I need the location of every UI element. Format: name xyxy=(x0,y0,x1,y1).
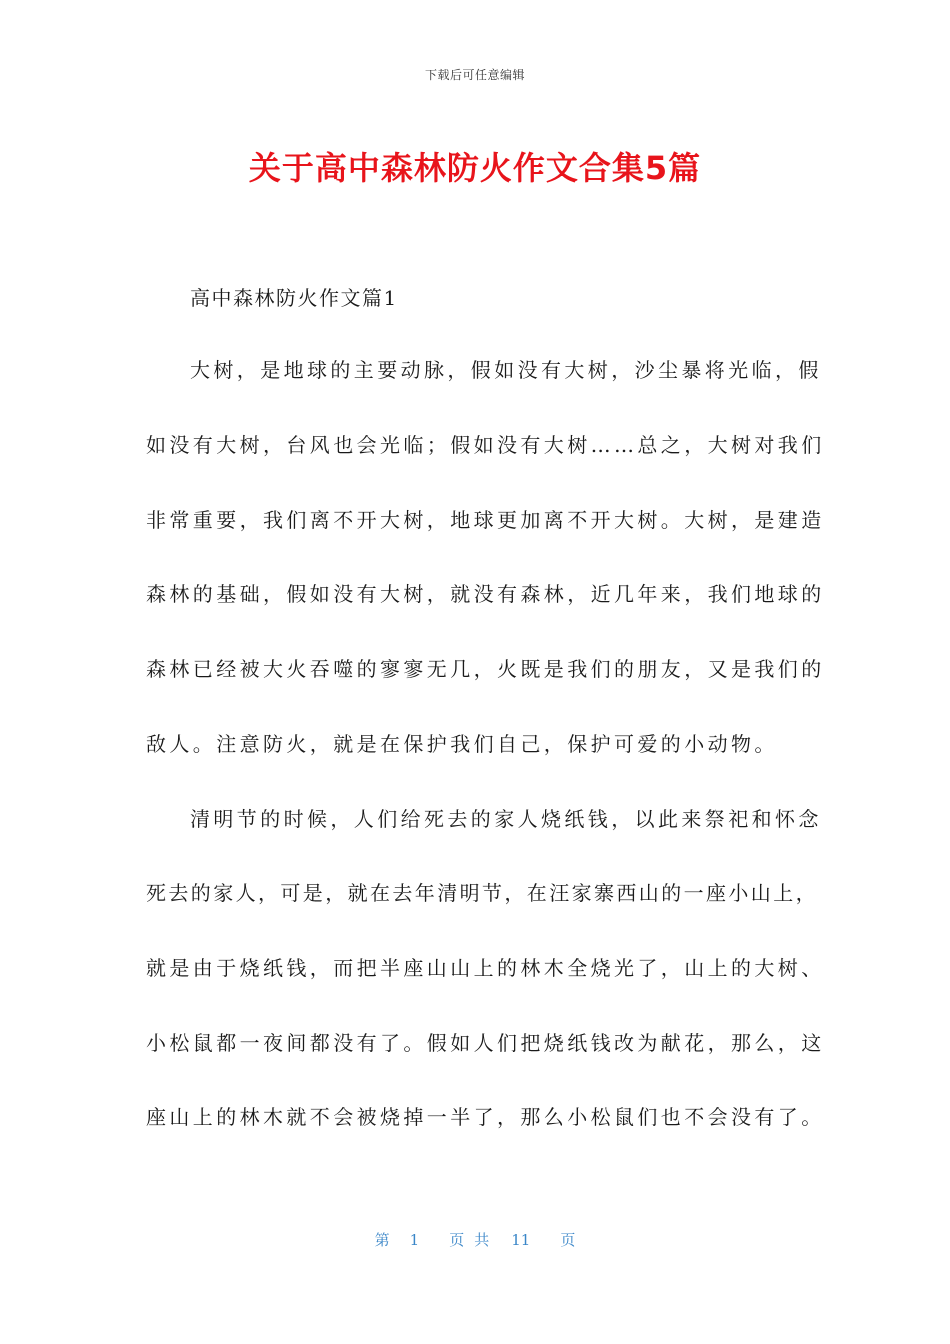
document-title: 关于高中森林防火作文合集5篇 xyxy=(248,149,702,187)
paragraph-line: 大树，是地球的主要动脉，假如没有大树，沙尘暴将光临，假 xyxy=(190,358,822,382)
paragraph-line: 森林已经被大火吞噬的寥寥无几，火既是我们的朋友，又是我们的 xyxy=(146,657,825,681)
total-pages-number: 11 xyxy=(511,1231,531,1249)
paragraph-line: 森林的基础，假如没有大树，就没有森林，近几年来，我们地球的 xyxy=(146,582,825,606)
section-heading: 高中森林防火作文篇1 xyxy=(190,286,398,310)
page-label-suffix: 页 xyxy=(560,1231,576,1249)
header-note: 下载后可任意编辑 xyxy=(424,68,525,82)
page-label-mid: 页共 xyxy=(449,1231,500,1249)
paragraph-line: 小松鼠都一夜间都没有了。假如人们把烧纸钱改为献花，那么，这 xyxy=(146,1031,825,1055)
paragraph-line: 座山上的林木就不会被烧掉一半了，那么小松鼠们也不会没有了。 xyxy=(146,1105,825,1129)
current-page-number: 1 xyxy=(409,1231,420,1249)
paragraph-line: 如没有大树，台风也会光临；假如没有大树……总之，大树对我们 xyxy=(146,433,825,457)
paragraph-line: 敌人。注意防火，就是在保护我们自己，保护可爱的小动物。 xyxy=(146,732,778,756)
paragraph-line: 清明节的时候，人们给死去的家人烧纸钱，以此来祭祀和怀念 xyxy=(190,807,822,831)
page-footer xyxy=(0,1229,950,1250)
paragraph-line: 非常重要，我们离不开大树，地球更加离不开大树。大树，是建造 xyxy=(146,508,825,532)
paragraph-line: 就是由于烧纸钱，而把半座山山上的林木全烧光了，山上的大树、 xyxy=(146,956,825,980)
page-label-prefix: 第 xyxy=(374,1231,390,1249)
paragraph-line: 死去的家人，可是，就在去年清明节，在汪家寨西山的一座小山上， xyxy=(146,881,818,905)
